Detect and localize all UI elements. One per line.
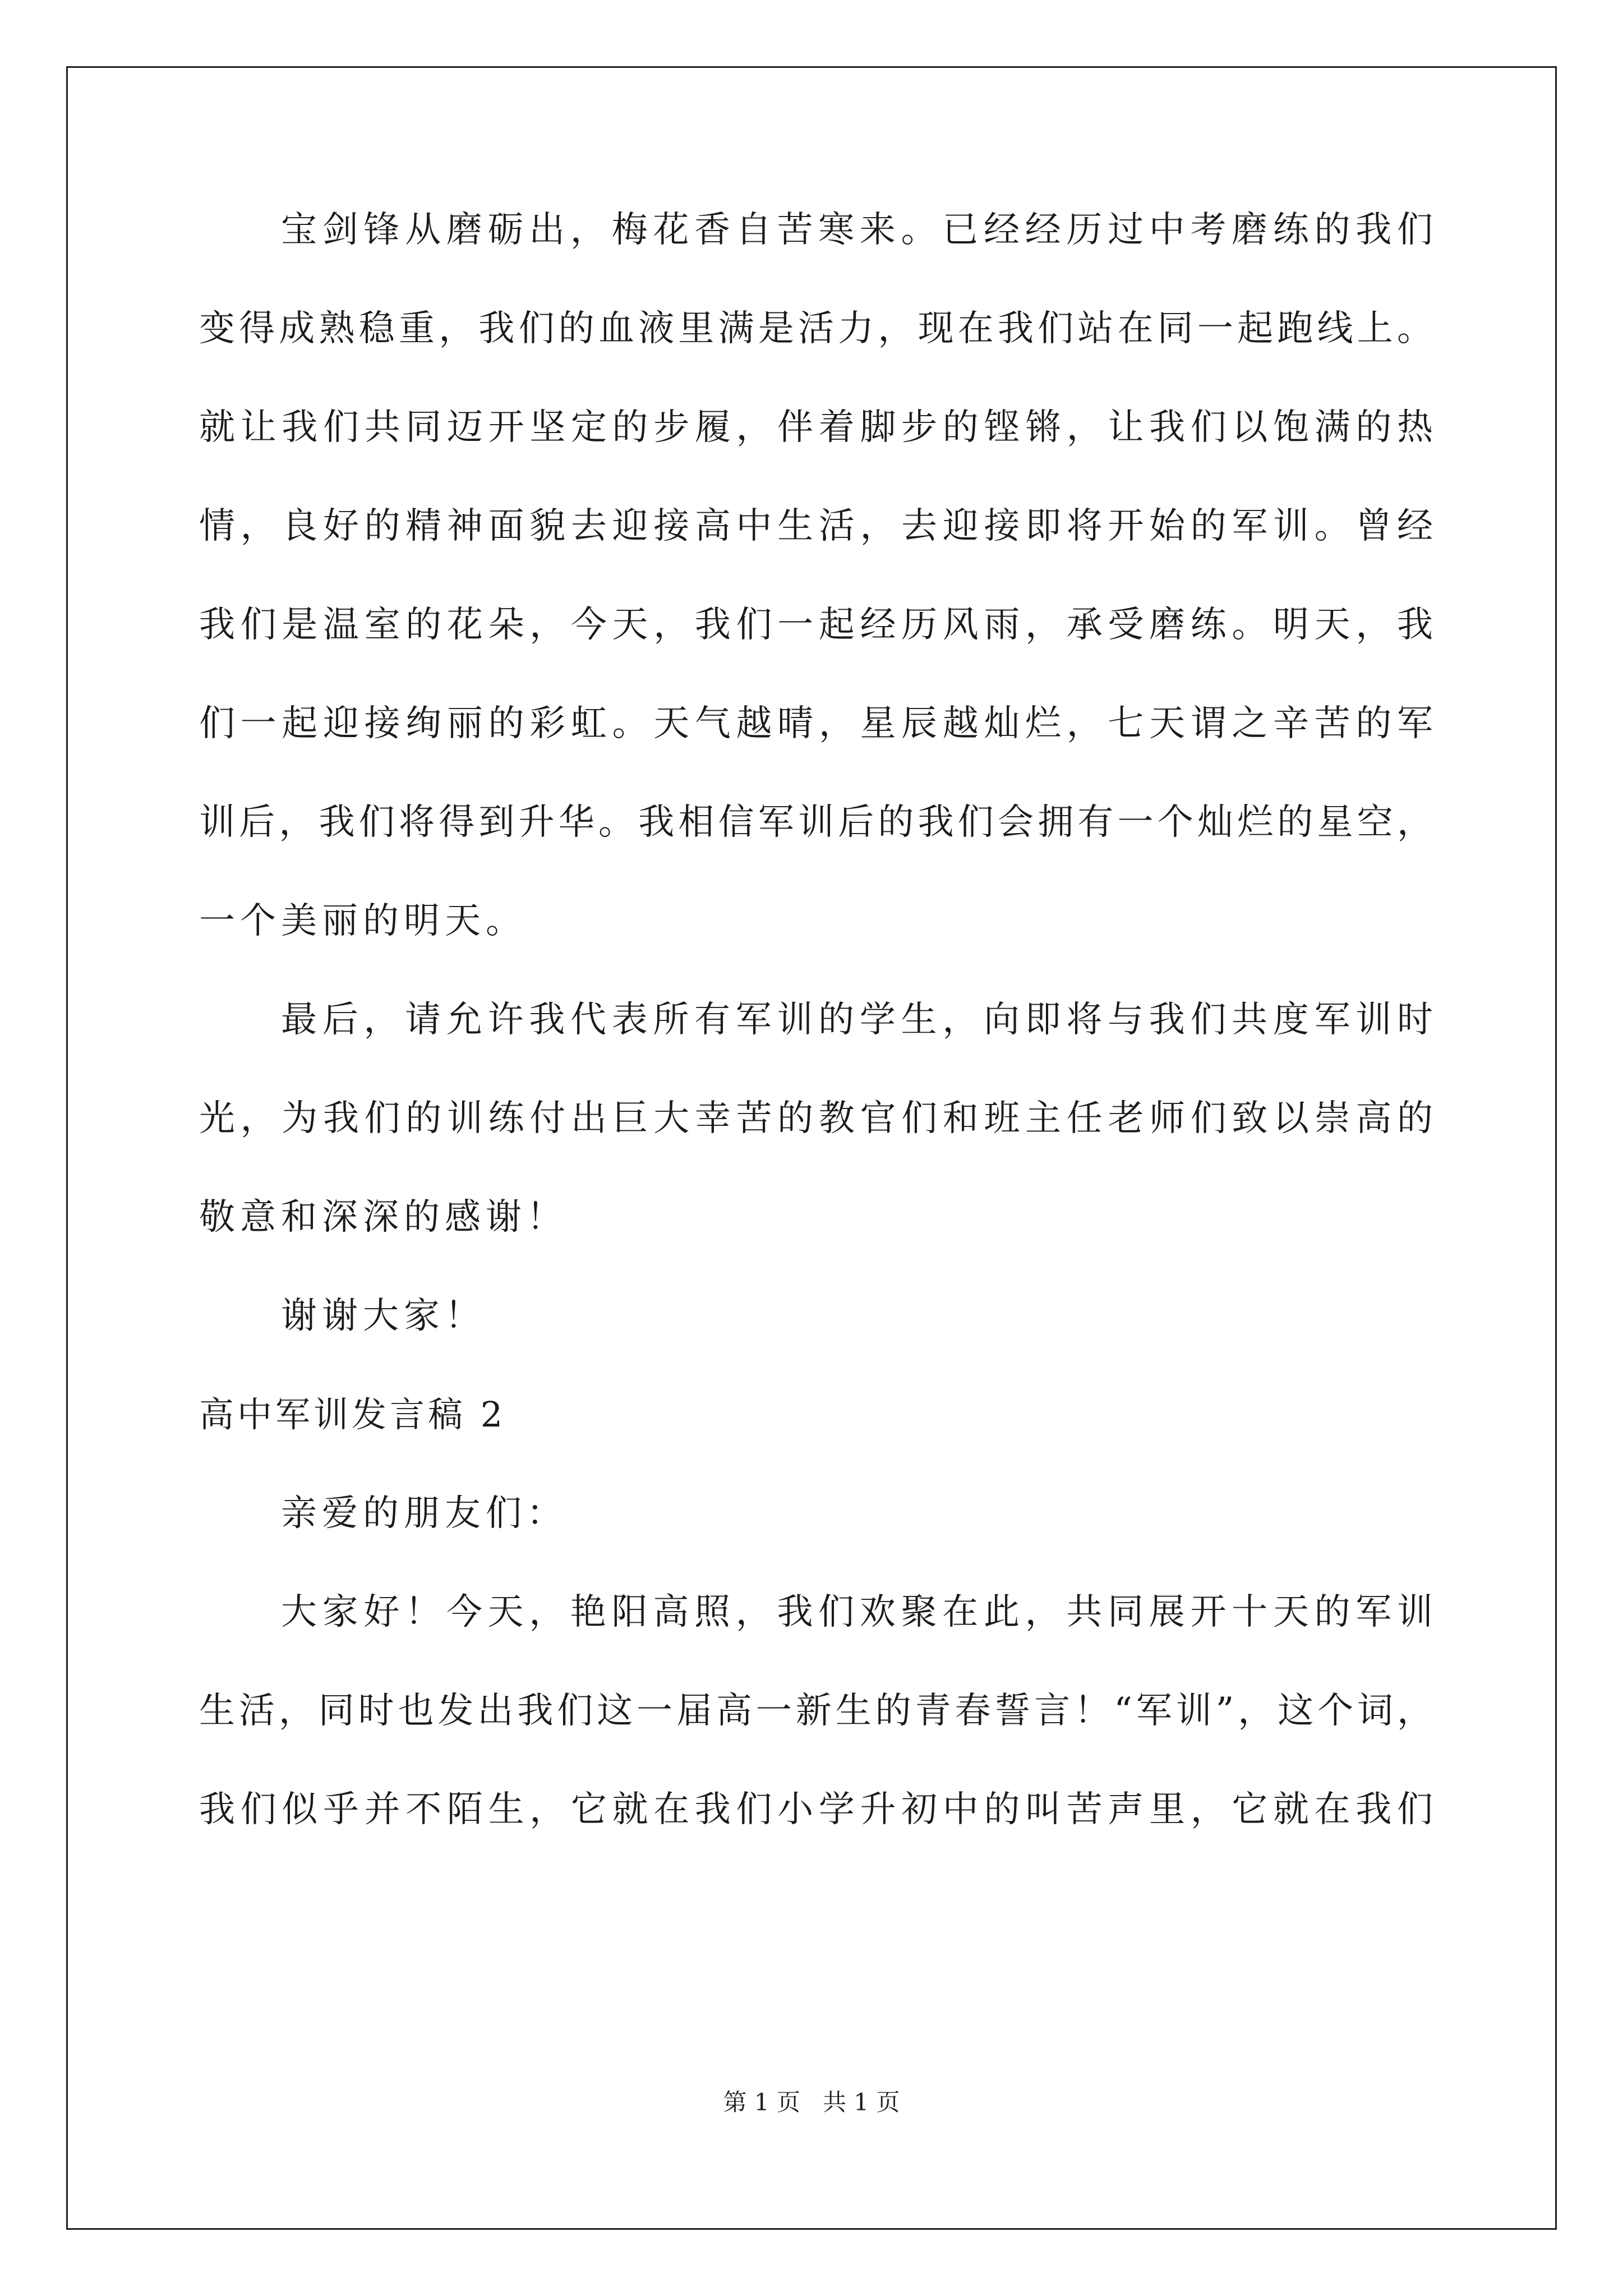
text-line: 最后，请允许我代表所有军训的学生，向即将与我们共度军训时 <box>281 999 1433 1041</box>
text-line: 亲爱的朋友们： <box>281 1493 568 1534</box>
text-line: 大家好！今天，艳阳高照，我们欢聚在此，共同展开十天的军训 <box>281 1591 1433 1633</box>
text-line: 敬意和深深的感谢！ <box>199 1197 568 1238</box>
text-line: 宝剑锋从磨砺出，梅花香自苦寒来。已经经历过中考磨练的我们 <box>281 209 1433 251</box>
text-line: 一个美丽的明天。 <box>199 900 527 942</box>
text-line: 情，良好的精神面貌去迎接高中生活，去迎接即将开始的军训。曾经 <box>199 505 1433 547</box>
text-line: 我们似乎并不陌生，它就在我们小学升初中的叫苦声里，它就在我们 <box>199 1789 1433 1830</box>
page-number-footer: 第 1 页 共 1 页 <box>723 2088 900 2116</box>
text-line: 就让我们共同迈开坚定的步履，伴着脚步的铿锵，让我们以饱满的热 <box>199 407 1433 448</box>
text-line: 们一起迎接绚丽的彩虹。天气越晴，星辰越灿烂，七天谓之辛苦的军 <box>199 703 1433 744</box>
text-line: 训后，我们将得到升华。我相信军训后的我们会拥有一个灿烂的星空， <box>199 802 1433 843</box>
text-line: 变得成熟稳重，我们的血液里满是活力，现在我们站在同一起跑线上。 <box>199 308 1433 349</box>
text-line: 谢谢大家！ <box>281 1295 486 1337</box>
text-line: 生活，同时也发出我们这一届高一新生的青春誓言！“军训”，这个词， <box>199 1690 1433 1732</box>
section-heading: 高中军训发言稿 2 <box>199 1394 506 1435</box>
text-line: 我们是温室的花朵，今天，我们一起经历风雨，承受磨练。明天，我 <box>199 604 1433 646</box>
page-frame <box>66 66 1557 2230</box>
text-line: 光，为我们的训练付出巨大幸苦的教官们和班主任老师们致以崇高的 <box>199 1098 1433 1139</box>
